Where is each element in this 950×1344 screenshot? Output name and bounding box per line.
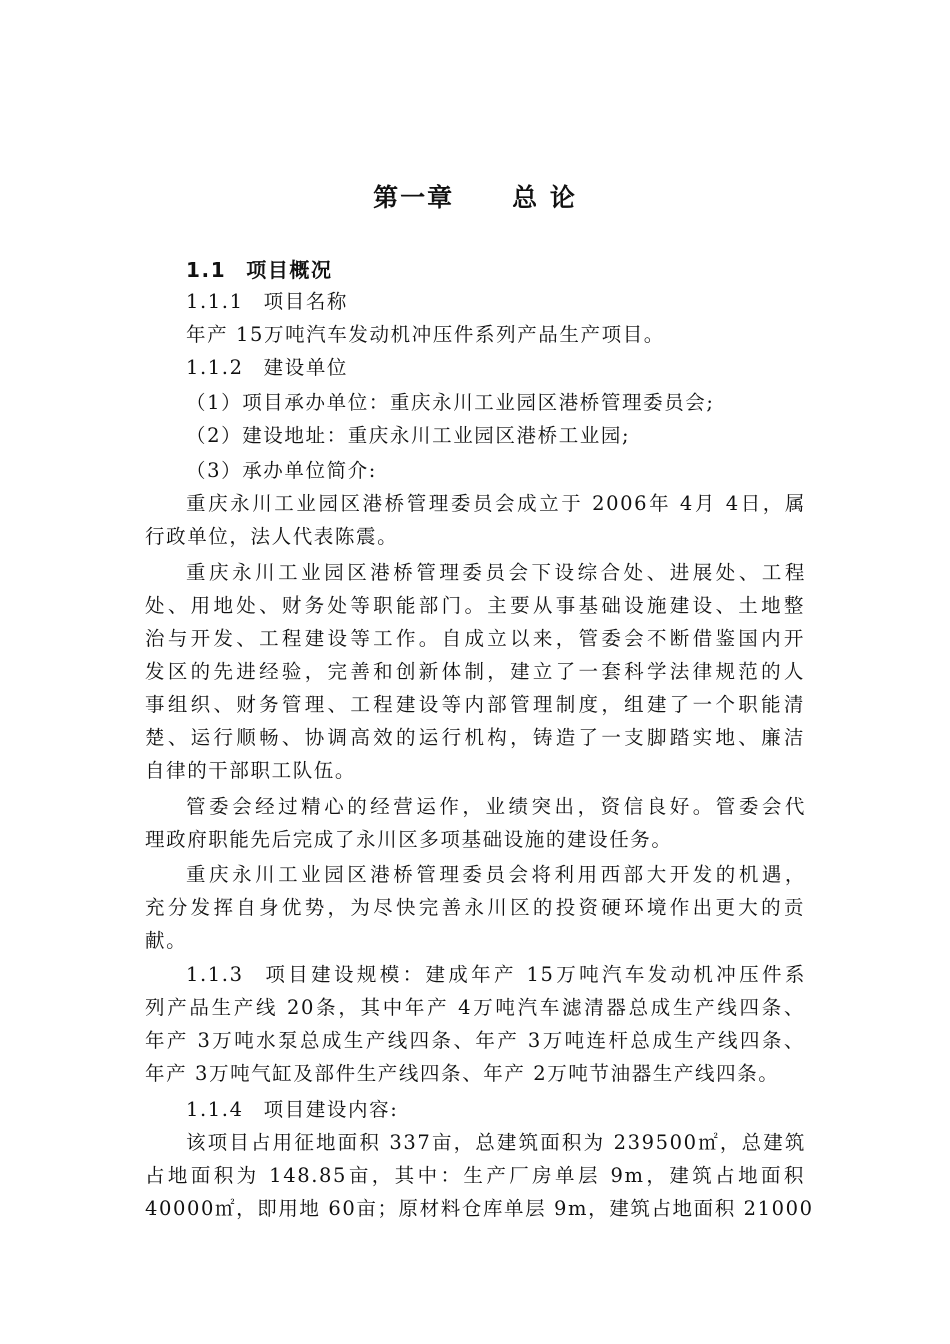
paragraph-line: 楚、运行顺畅、协调高效的运行机构，铸造了一支脚踏实地、廉洁 bbox=[145, 726, 805, 749]
paragraph-line: 行政单位，法人代表陈震。 bbox=[145, 525, 399, 548]
paragraph-line: 处、用地处、财务处等职能部门。主要从事基础设施建设、土地整 bbox=[145, 594, 805, 617]
paragraph-line: 该项目占用征地面积 337亩，总建筑面积为 239500㎡，总建筑 bbox=[186, 1131, 806, 1154]
paragraph-line: 发区的先进经验，完善和创新体制，建立了一套科学法律规范的人 bbox=[145, 660, 805, 683]
subsection-title: 项目建设内容: bbox=[263, 1098, 399, 1121]
section-1-1-heading bbox=[186, 254, 333, 286]
paragraph-line: 献。 bbox=[145, 929, 188, 952]
subsection-number: 1.1.4 bbox=[186, 1098, 244, 1121]
subsection-number: 1.1.2 bbox=[186, 356, 244, 379]
subsection-number: 1.1.3 bbox=[186, 963, 244, 986]
paragraph-line: 重庆永川工业园区港桥管理委员会将利用西部大开发的机遇， bbox=[186, 863, 806, 886]
subsection-1-1-1-heading bbox=[186, 286, 348, 318]
section-title: 项目概况 bbox=[246, 258, 333, 282]
chapter-heading bbox=[0, 178, 950, 214]
subsection-1-1-3-line bbox=[186, 959, 806, 991]
subsection-number: 1.1.1 bbox=[186, 290, 244, 313]
chapter-number: 第一章 bbox=[373, 183, 455, 212]
subsection-1-1-4-heading bbox=[186, 1094, 398, 1126]
section-number: 1.1 bbox=[186, 258, 227, 282]
paragraph-line: 占地面积为 148.85亩，其中：生产厂房单层 9m，建筑占地面积 bbox=[145, 1164, 805, 1187]
list-item: （2）建设地址：重庆永川工业园区港桥工业园; bbox=[186, 424, 631, 447]
paragraph-line: 重庆永川工业园区港桥管理委员会成立于 2006年 4月 4日，属 bbox=[186, 492, 806, 515]
paragraph-line: 事组织、财务管理、工程建设等内部管理制度，组建了一个职能清 bbox=[145, 693, 805, 716]
paragraph-line: 管委会经过精心的经营运作，业绩突出，资信良好。管委会代 bbox=[186, 795, 806, 818]
paragraph-line: 自律的干部职工队伍。 bbox=[145, 759, 357, 782]
list-item: （1）项目承办单位：重庆永川工业园区港桥管理委员会; bbox=[186, 391, 715, 414]
paragraph-line: 年产 3万吨水泵总成生产线四条、年产 3万吨连杆总成生产线四条、 bbox=[145, 1029, 805, 1052]
paragraph-line: 治与开发、工程建设等工作。自成立以来，管委会不断借鉴国内开 bbox=[145, 627, 805, 650]
paragraph-line: 列产品生产线 20条，其中年产 4万吨汽车滤清器总成生产线四条、 bbox=[145, 996, 805, 1019]
paragraph-line: 40000㎡，即用地 60亩；原材料仓库单层 9m，建筑占地面积 21000 bbox=[145, 1197, 814, 1220]
subsection-1-1-2-heading bbox=[186, 352, 348, 384]
project-name-text: 年产 15万吨汽车发动机冲压件系列产品生产项目。 bbox=[186, 323, 665, 346]
paragraph-line: 重庆永川工业园区港桥管理委员会下设综合处、进展处、工程 bbox=[186, 561, 806, 584]
subsection-title: 项目名称 bbox=[263, 290, 349, 313]
subsection-title: 建设单位 bbox=[263, 356, 349, 379]
paragraph-line: 理政府职能先后完成了永川区多项基础设施的建设任务。 bbox=[145, 828, 673, 851]
scale-text: 项目建设规模：建成年产 15万吨汽车发动机冲压件系 bbox=[263, 963, 806, 986]
chapter-title: 总 论 bbox=[512, 183, 577, 212]
list-item: （3）承办单位简介: bbox=[186, 459, 377, 482]
paragraph-line: 年产 3万吨气缸及部件生产线四条、年产 2万吨节油器生产线四条。 bbox=[145, 1062, 780, 1085]
paragraph-line: 充分发挥自身优势，为尽快完善永川区的投资硬环境作出更大的贡 bbox=[145, 896, 805, 919]
